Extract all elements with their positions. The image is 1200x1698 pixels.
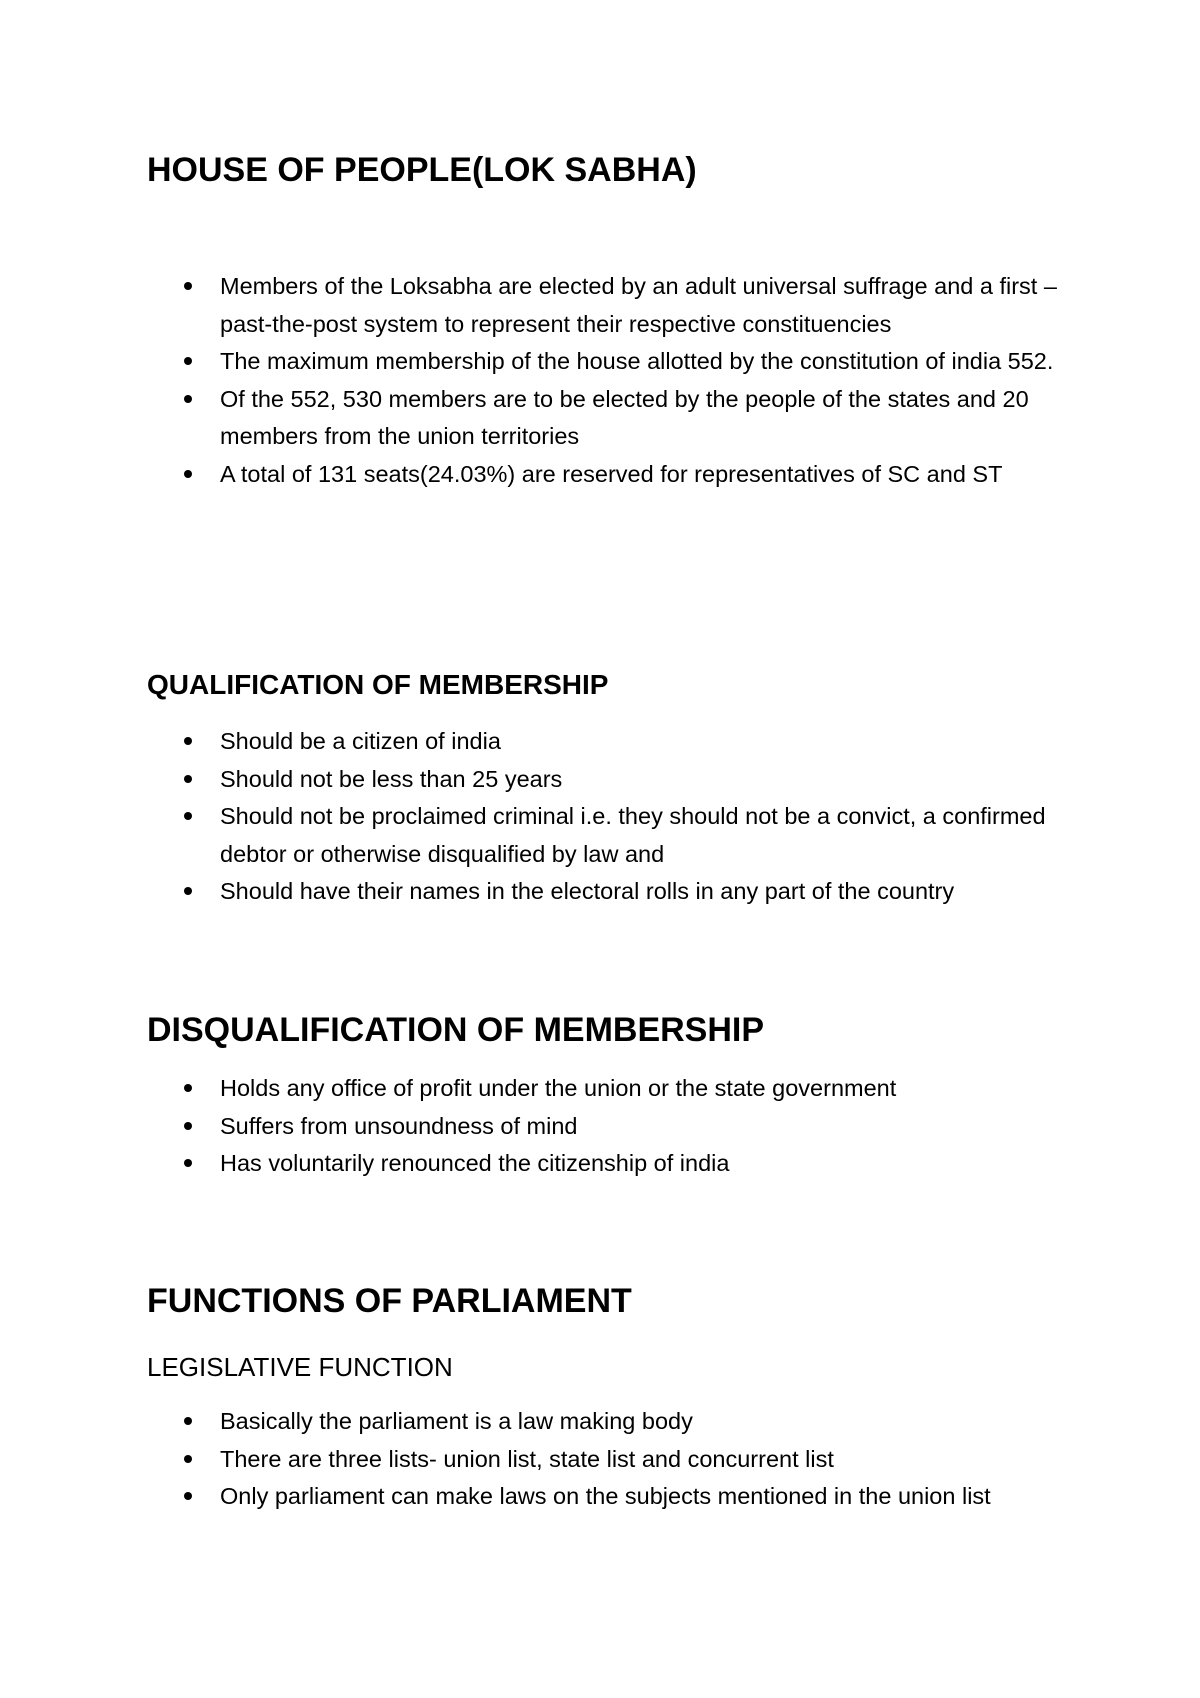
list-item-text: Of the 552, 530 members are to be elected by the people of the states and 20 members from the union territories bbox=[220, 385, 1029, 449]
section-disqualification bbox=[147, 1010, 1077, 1050]
bullet-icon bbox=[184, 1159, 192, 1167]
list-item bbox=[147, 1403, 1077, 1441]
section-qualification bbox=[147, 668, 1077, 702]
bullet-icon bbox=[184, 887, 192, 895]
functions-list-wrap bbox=[147, 1403, 1077, 1516]
bullet-list bbox=[147, 1403, 1077, 1516]
bullet-icon bbox=[184, 1417, 192, 1425]
bullet-icon bbox=[184, 282, 192, 290]
list-item bbox=[147, 1478, 1077, 1516]
house-of-people-list-wrap bbox=[147, 268, 1077, 493]
bullet-icon bbox=[184, 357, 192, 365]
bullet-list bbox=[147, 723, 1077, 911]
list-item bbox=[147, 268, 1077, 343]
section-heading: FUNCTIONS OF PARLIAMENT bbox=[147, 1282, 632, 1320]
list-item-text: Only parliament can make laws on the subjects mentioned in the union list bbox=[220, 1483, 991, 1509]
bullet-icon bbox=[184, 395, 192, 403]
bullet-icon bbox=[184, 1122, 192, 1130]
bullet-list bbox=[147, 268, 1077, 493]
list-item bbox=[147, 761, 1077, 799]
list-item-text: Basically the parliament is a law making body bbox=[220, 1408, 693, 1434]
list-item bbox=[147, 798, 1077, 873]
bullet-icon bbox=[184, 737, 192, 745]
bullet-icon bbox=[184, 812, 192, 820]
list-item bbox=[147, 456, 1077, 494]
section-heading: DISQUALIFICATION OF MEMBERSHIP bbox=[147, 1011, 765, 1049]
list-item-text: The maximum membership of the house allotted by the constitution of india 552. bbox=[220, 348, 1054, 374]
list-item bbox=[147, 1070, 1077, 1108]
qualification-list-wrap bbox=[147, 723, 1077, 911]
list-item-text: There are three lists- union list, state list and concurrent list bbox=[220, 1445, 834, 1472]
list-item bbox=[147, 1441, 1077, 1479]
list-item-text: Suffers from unsoundness of mind bbox=[220, 1112, 578, 1139]
section-functions bbox=[147, 1281, 1077, 1321]
list-item-text: A total of 131 seats(24.03%) are reserved for representatives of SC and ST bbox=[220, 460, 1003, 487]
legislative-subheading-wrap bbox=[147, 1351, 1077, 1383]
section-house-of-people bbox=[147, 150, 1077, 190]
bullet-icon bbox=[184, 470, 192, 478]
list-item-text: Should be a citizen of india bbox=[220, 728, 501, 754]
list-item bbox=[147, 873, 1077, 911]
section-heading: HOUSE OF PEOPLE(LOK SABHA) bbox=[147, 151, 697, 189]
section-heading: QUALIFICATION OF MEMBERSHIP bbox=[147, 669, 609, 700]
bullet-icon bbox=[184, 1084, 192, 1092]
bullet-icon bbox=[184, 775, 192, 783]
list-item bbox=[147, 343, 1077, 381]
disqualification-list-wrap bbox=[147, 1070, 1077, 1183]
list-item bbox=[147, 1108, 1077, 1146]
bullet-icon bbox=[184, 1455, 192, 1463]
list-item-text: Members of the Loksabha are elected by an adult universal suffrage and a first – past-the-post system to represent their respective constituencies bbox=[220, 273, 1057, 337]
section-subheading: LEGISLATIVE FUNCTION bbox=[147, 1352, 453, 1382]
bullet-list bbox=[147, 1070, 1077, 1183]
list-item-text: Should not be proclaimed criminal i.e. they should not be a convict, a confirmed debtor or otherwise disqualified by law and bbox=[220, 803, 1046, 867]
list-item-text: Holds any office of profit under the union or the state government bbox=[220, 1075, 897, 1101]
list-item-text: Has voluntarily renounced the citizenship of india bbox=[220, 1150, 730, 1176]
list-item bbox=[147, 1145, 1077, 1183]
list-item-text: Should have their names in the electoral rolls in any part of the country bbox=[220, 878, 955, 904]
list-item bbox=[147, 723, 1077, 761]
list-item-text: Should not be less than 25 years bbox=[220, 765, 563, 792]
bullet-icon bbox=[184, 1492, 192, 1500]
list-item bbox=[147, 381, 1077, 456]
